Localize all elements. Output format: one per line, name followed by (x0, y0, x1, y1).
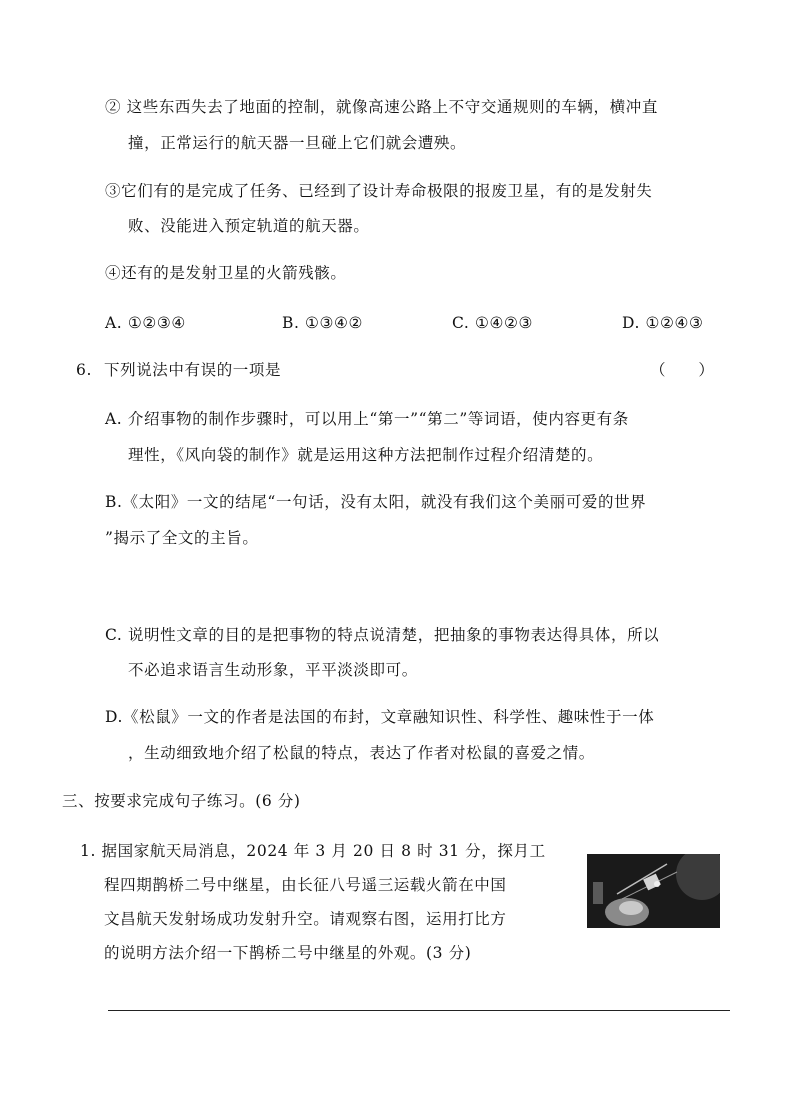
q6-option-d-line1: D.《松鼠》一文的作者是法国的布封，文章融知识性、科学性、趣味性于一体 (105, 708, 655, 726)
relay-satellite-photo (587, 854, 720, 928)
q6-number: 6. (76, 361, 92, 379)
section3-heading: 三、按要求完成句子练习。(6 分) (62, 792, 301, 810)
q6-stem: 下列说法中有误的一项是 (104, 361, 282, 379)
q6-option-a-line2: 理性，《风向袋的制作》就是运用这种方法把制作过程介绍清楚的。 (128, 446, 604, 464)
q5-option-c: C. ①④②③ (452, 314, 533, 332)
q5-option-b: B. ①③④② (282, 314, 364, 332)
q5-option-d: D. ①②④③ (622, 314, 704, 332)
q5-item3-line2: 败、没能进入预定轨道的航天器。 (128, 217, 370, 235)
q1-line2: 程四期鹊桥二号中继星，由长征八号遥三运载火箭在中国 (104, 876, 507, 894)
satellite-illustration (587, 854, 720, 928)
q1-line4: 的说明方法介绍一下鹊桥二号中继星的外观。(3 分) (104, 944, 472, 962)
q5-item3-line1: ③它们有的是完成了任务、已经到了设计寿命极限的报废卫星，有的是发射失 (105, 182, 653, 200)
q6-option-b-line1: B.《太阳》一文的结尾“一句话，没有太阳，就没有我们这个美丽可爱的世界 (105, 493, 647, 511)
q6-option-d-line2: ，生动细致地介绍了松鼠的特点，表达了作者对松鼠的喜爱之情。 (128, 744, 595, 762)
answer-line (108, 1010, 730, 1011)
q6-option-a-line1: A. 介绍事物的制作步骤时，可以用上“第一”“第二”等词语，使内容更有条 (105, 410, 629, 428)
q6-option-c-line1: C. 说明性文章的目的是把事物的特点说清楚，把抽象的事物表达得具体，所以 (105, 626, 660, 644)
q6-answer-paren: （ ） (650, 361, 728, 379)
q5-option-a: A. ①②③④ (105, 314, 186, 332)
q5-item2-line1: ② 这些东西失去了地面的控制，就像高速公路上不守交通规则的车辆，横冲直 (105, 98, 658, 116)
q6-option-c-line2: 不必追求语言生动形象，平平淡淡即可。 (128, 661, 418, 679)
q1-line3: 文昌航天发射场成功发射升空。请观察右图，运用打比方 (104, 910, 507, 928)
q1-line1: 1. 据国家航天局消息，2024 年 3 月 20 日 8 时 31 分，探月工 (80, 842, 546, 860)
q5-item4: ④还有的是发射卫星的火箭残骸。 (105, 264, 347, 282)
q6-option-b-line2: ”揭示了全文的主旨。 (105, 529, 259, 547)
q5-item2-line2: 撞，正常运行的航天器一旦碰上它们就会遭殃。 (128, 134, 467, 152)
